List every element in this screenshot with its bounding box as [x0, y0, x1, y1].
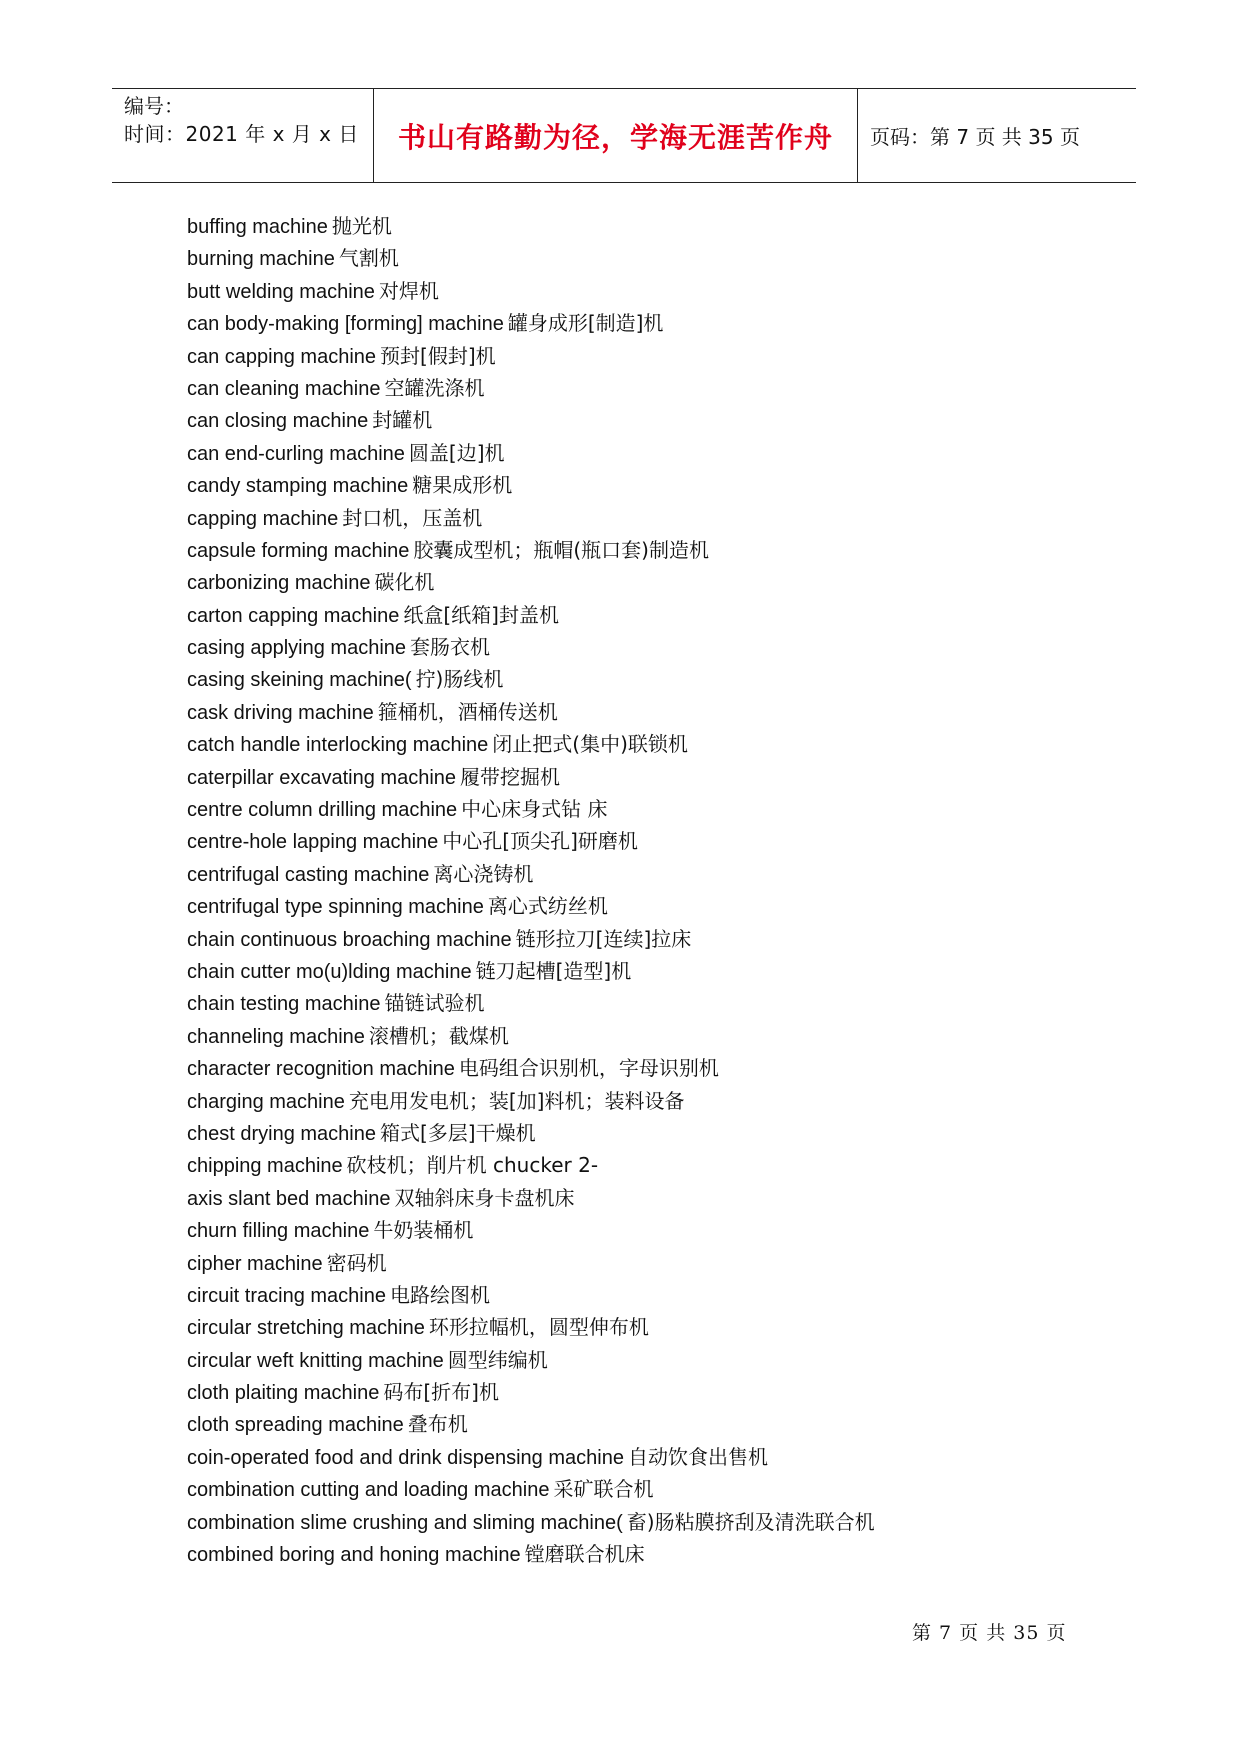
glossary-entry	[187, 1376, 875, 1408]
glossary-entry	[187, 566, 875, 598]
glossary-entry	[187, 825, 875, 857]
glossary-entry	[187, 1311, 875, 1343]
entry-chinese-term: 双轴斜床身卡盘机床	[394, 1185, 575, 1210]
entry-english-term: buffing machine	[187, 216, 328, 238]
glossary-entry	[187, 923, 875, 955]
glossary-entry	[187, 663, 875, 695]
entry-english-term: can cleaning machine	[187, 377, 381, 400]
date-label: 时间：2021 年 x 月 x 日	[124, 122, 359, 146]
glossary-entry	[187, 1473, 875, 1505]
glossary-entry	[187, 340, 875, 372]
page-footer: 第 7 页 共 35 页	[912, 1622, 1067, 1644]
glossary-entry	[187, 987, 875, 1019]
entry-english-term: coin-operated food and drink dispensing machine	[187, 1446, 624, 1469]
entry-chinese-term: 畜)肠粘膜挤刮及清洗联合机	[626, 1509, 875, 1534]
glossary-entry	[187, 210, 875, 242]
entry-chinese-term: 叠布机	[407, 1412, 468, 1437]
entry-english-term: cloth plaiting machine	[187, 1382, 380, 1405]
entry-english-term: circuit tracing machine	[187, 1284, 386, 1307]
glossary-entry	[187, 534, 875, 566]
glossary-entry	[187, 502, 875, 534]
entry-english-term: carton capping machine	[187, 604, 400, 627]
entry-chinese-term: 纸盒[纸箱]封盖机	[403, 602, 559, 627]
entry-chinese-term: 滚槽机；截煤机	[368, 1023, 509, 1048]
entry-english-term: cask driving machine	[187, 701, 374, 724]
entry-chinese-term: 离心浇铸机	[433, 861, 534, 886]
entry-chinese-term: 封罐机	[372, 408, 433, 433]
entry-chinese-term: 箍桶机，酒桶传送机	[377, 699, 558, 724]
entry-english-term: combination slime crushing and sliming machine(	[187, 1511, 623, 1534]
glossary-entry	[187, 1247, 875, 1279]
entry-chinese-term: 砍枝机；削片机 chucker 2-	[346, 1153, 599, 1178]
entry-chinese-term: 码布[折布]机	[383, 1380, 499, 1405]
entry-chinese-term: 闭止把式(集中)联锁机	[492, 732, 688, 757]
glossary-entry	[187, 761, 875, 793]
entry-chinese-term: 碳化机	[374, 570, 435, 595]
entry-english-term: capsule forming machine	[187, 539, 410, 562]
entry-english-term: churn filling machine	[187, 1220, 370, 1243]
entry-english-term: chipping machine	[187, 1155, 343, 1178]
entry-english-term: candy stamping machine	[187, 475, 409, 498]
entry-english-term: capping machine	[187, 507, 339, 530]
entry-chinese-term: 圆盖[边]机	[408, 440, 505, 465]
entry-chinese-term: 胶囊成型机；瓶帽(瓶口套)制造机	[413, 537, 709, 562]
entry-chinese-term: 环形拉幅机，圆型伸布机	[428, 1315, 649, 1340]
page-header	[112, 88, 1136, 183]
glossary-entry	[187, 599, 875, 631]
entry-chinese-term: 链形拉刀[连续]拉床	[515, 926, 692, 951]
entry-chinese-term: 箱式[多层]干燥机	[379, 1120, 536, 1145]
entry-chinese-term: 充电用发电机；装[加]料机；装料设备	[348, 1088, 685, 1113]
glossary-entry	[187, 469, 875, 501]
entry-english-term: centrifugal type spinning machine	[187, 896, 484, 919]
entry-english-term: channeling machine	[187, 1025, 365, 1048]
entry-chinese-term: 密码机	[326, 1250, 387, 1275]
entry-chinese-term: 电路绘图机	[389, 1282, 490, 1307]
entry-chinese-term: 镗磨联合机床	[524, 1542, 645, 1567]
glossary-entry	[187, 631, 875, 663]
entry-english-term: catch handle interlocking machine	[187, 734, 489, 757]
entry-english-term: character recognition machine	[187, 1058, 455, 1081]
entry-english-term: circular stretching machine	[187, 1317, 425, 1340]
glossary-entry	[187, 1149, 875, 1181]
entry-english-term: chain continuous broaching machine	[187, 928, 512, 951]
entry-chinese-term: 圆型纬编机	[447, 1347, 548, 1372]
entry-english-term: centrifugal casting machine	[187, 863, 430, 886]
glossary-entry	[187, 1182, 875, 1214]
glossary-entry	[187, 1085, 875, 1117]
glossary-entry	[187, 1052, 875, 1084]
glossary-entry	[187, 404, 875, 436]
entry-chinese-term: 气割机	[338, 246, 399, 271]
entry-english-term: centre column drilling machine	[187, 799, 458, 822]
glossary-entry	[187, 858, 875, 890]
entry-english-term: caterpillar excavating machine	[187, 766, 457, 789]
glossary-entry	[187, 890, 875, 922]
entry-chinese-term: 电码组合识别机，字母识别机	[458, 1056, 719, 1081]
entry-chinese-term: 链刀起槽[造型]机	[475, 958, 632, 983]
entry-chinese-term: 牛奶装桶机	[373, 1218, 474, 1243]
entry-chinese-term: 中心孔[顶尖孔]研磨机	[442, 829, 638, 854]
glossary-entry	[187, 307, 875, 339]
entry-chinese-term: 中心床身式钻 床	[461, 797, 608, 822]
entry-english-term: circular weft knitting machine	[187, 1349, 444, 1372]
glossary-entry	[187, 242, 875, 274]
glossary-entry	[187, 437, 875, 469]
glossary-entry	[187, 955, 875, 987]
entry-english-term: chest drying machine	[187, 1122, 376, 1145]
entry-english-term: centre-hole lapping machine	[187, 831, 439, 854]
entry-english-term: charging machine	[187, 1090, 345, 1113]
entry-chinese-term: 拧)肠线机	[415, 667, 504, 692]
glossary-entry	[187, 372, 875, 404]
entry-english-term: casing applying machine	[187, 637, 407, 660]
entry-english-term: burning machine	[187, 248, 335, 271]
entry-english-term: combined boring and honing machine	[187, 1544, 521, 1567]
entry-chinese-term: 对焊机	[378, 278, 439, 303]
glossary-entry	[187, 1538, 875, 1570]
entry-chinese-term: 糖果成形机	[412, 473, 513, 498]
motto-text: 书山有路勤为径，学海无涯苦作舟	[397, 120, 833, 154]
entry-english-term: casing skeining machine(	[187, 669, 412, 692]
glossary-entry	[187, 1214, 875, 1246]
glossary-entry	[187, 275, 875, 307]
glossary-entry	[187, 1344, 875, 1376]
entry-chinese-term: 罐身成形[制造]机	[507, 311, 664, 336]
glossary-entry	[187, 1117, 875, 1149]
entry-chinese-term: 锚链试验机	[384, 991, 485, 1016]
entry-english-term: butt welding machine	[187, 280, 375, 303]
glossary-entry	[187, 1279, 875, 1311]
entry-english-term: can body-making [forming] machine	[187, 313, 504, 336]
glossary-entry	[187, 728, 875, 760]
entry-chinese-term: 自动饮食出售机	[627, 1444, 768, 1469]
entry-english-term: axis slant bed machine	[187, 1187, 391, 1210]
entry-chinese-term: 套肠衣机	[410, 635, 491, 660]
glossary-entry	[187, 1506, 875, 1538]
entry-english-term: chain cutter mo(u)lding machine	[187, 960, 472, 983]
entry-chinese-term: 空罐洗涤机	[384, 375, 485, 400]
entry-chinese-term: 离心式纺丝机	[487, 894, 608, 919]
entry-chinese-term: 预封[假封]机	[380, 343, 496, 368]
entry-english-term: can closing machine	[187, 410, 369, 433]
page-info: 页码：第 7 页 共 35 页	[870, 125, 1080, 149]
entry-english-term: carbonizing machine	[187, 572, 371, 595]
entry-english-term: can capping machine	[187, 345, 377, 368]
header-page-info-cell	[858, 89, 1136, 182]
entry-english-term: can end-curling machine	[187, 442, 405, 465]
entry-english-term: chain testing machine	[187, 993, 381, 1016]
number-label: 编号：	[124, 94, 184, 118]
glossary-entry	[187, 1441, 875, 1473]
glossary-entry	[187, 1408, 875, 1440]
entry-english-term: combination cutting and loading machine	[187, 1479, 550, 1502]
glossary-list	[187, 210, 875, 1570]
header-meta	[112, 89, 374, 182]
glossary-entry	[187, 1020, 875, 1052]
entry-chinese-term: 采矿联合机	[553, 1477, 654, 1502]
header-motto-cell	[374, 89, 858, 182]
entry-chinese-term: 抛光机	[331, 214, 392, 238]
entry-english-term: cloth spreading machine	[187, 1414, 404, 1437]
glossary-entry	[187, 793, 875, 825]
glossary-entry	[187, 696, 875, 728]
entry-chinese-term: 履带挖掘机	[460, 764, 561, 789]
entry-chinese-term: 封口机，压盖机	[342, 505, 483, 530]
entry-english-term: cipher machine	[187, 1252, 323, 1275]
